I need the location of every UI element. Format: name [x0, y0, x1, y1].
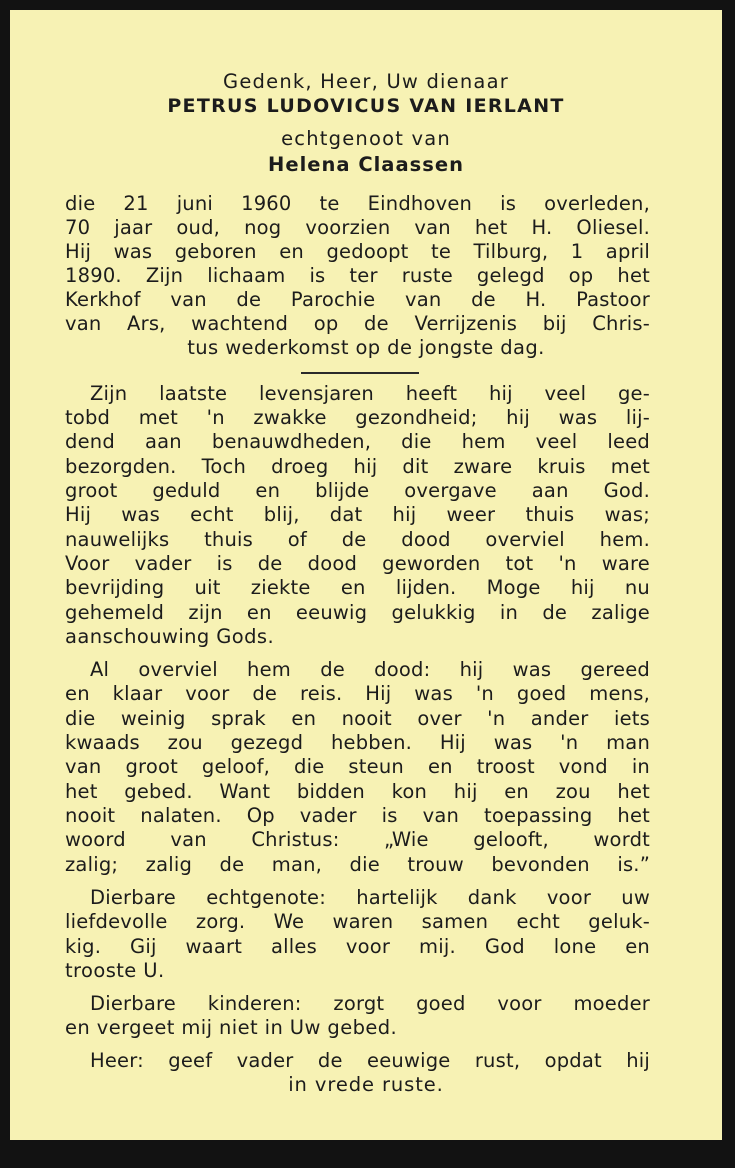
paragraph-line: Dierbare echtgenote: hartelijk dank voor uw [90, 886, 650, 909]
memorial-card [10, 10, 722, 1140]
closing-prayer-line: Heer: geef vader de eeuwige rust, opdat hij [90, 1049, 650, 1072]
biography-line: tus wederkomst op de jongste dag. [187, 336, 545, 359]
paragraph-line: die weinig sprak en nooit over 'n ander iets [65, 707, 650, 730]
paragraph-line: van groot geloof, die steun en troost vond in [65, 755, 650, 778]
paragraph-line: aanschouwing Gods. [65, 625, 275, 648]
paragraph-line: Zijn laatste levensjaren heeft hij veel ge- [90, 382, 650, 405]
paragraph-line: woord van Christus: „Wie gelooft, wordt [65, 828, 650, 851]
paragraph-line: en klaar voor de reis. Hij was 'n goed mens, [65, 682, 650, 705]
paragraph-line: het gebed. Want bidden kon hij en zou het [65, 780, 650, 803]
paragraph-line: tobd met 'n zwakke gezondheid; hij was lij- [65, 406, 650, 429]
biography-line: Hij was geboren en gedoopt te Tilburg, 1 april [65, 240, 650, 263]
paragraph-line: kig. Gij waart alles voor mij. God lone en [65, 935, 650, 958]
paragraph-line: zalig; zalig de man, die trouw bevonden is.” [65, 853, 650, 876]
closing-prayer-line: in vrede ruste. [288, 1073, 444, 1096]
biography-line: van Ars, wachtend op de Verrijzenis bij Chris- [65, 312, 650, 335]
biography-line: 1890. Zijn lichaam is ter ruste gelegd op het [65, 264, 650, 287]
paragraph-line: bezorgden. Toch droeg hij dit zware kruis met [65, 455, 650, 478]
header-relation: echtgenoot van [281, 127, 451, 150]
biography-line: die 21 juni 1960 te Eindhoven is overleden, [65, 192, 650, 215]
paragraph-line: nooit nalaten. Op vader is van toepassing het [65, 804, 650, 827]
paragraph-line: kwaads zou gezegd hebben. Hij was 'n man [65, 731, 650, 754]
deceased-name: PETRUS LUDOVICUS VAN IERLANT [167, 95, 565, 117]
paragraph-line: groot geduld en blijde overgave aan God. [65, 479, 650, 502]
paragraph-line: gehemeld zijn en eeuwig gelukkig in de zalige [65, 601, 650, 624]
biography-line: 70 jaar oud, nog voorzien van het H. Oliesel. [65, 216, 650, 239]
biography-line: Kerkhof van de Parochie van de H. Pastoor [65, 288, 650, 311]
paragraph-line: Al overviel hem de dood: hij was gereed [90, 658, 650, 681]
section-divider [301, 372, 419, 374]
paragraph-line: liefdevolle zorg. We waren samen echt geluk- [65, 910, 650, 933]
spouse-name: Helena Claassen [268, 153, 464, 176]
paragraph-line: en vergeet mij niet in Uw gebed. [65, 1016, 398, 1039]
paragraph-line: bevrijding uit ziekte en lijden. Moge hij nu [65, 576, 650, 599]
paragraph-line: Hij was echt blij, dat hij weer thuis was; [65, 503, 650, 526]
header-intro: Gedenk, Heer, Uw dienaar [223, 70, 509, 93]
paragraph-line: trooste U. [65, 959, 165, 982]
paragraph-line: Dierbare kinderen: zorgt goed voor moeder [90, 992, 650, 1015]
paragraph-line: nauwelijks thuis of de dood overviel hem. [65, 528, 650, 551]
paragraph-line: dend aan benauwdheden, die hem veel leed [65, 430, 650, 453]
paragraph-line: Voor vader is de dood geworden tot 'n ware [65, 552, 650, 575]
